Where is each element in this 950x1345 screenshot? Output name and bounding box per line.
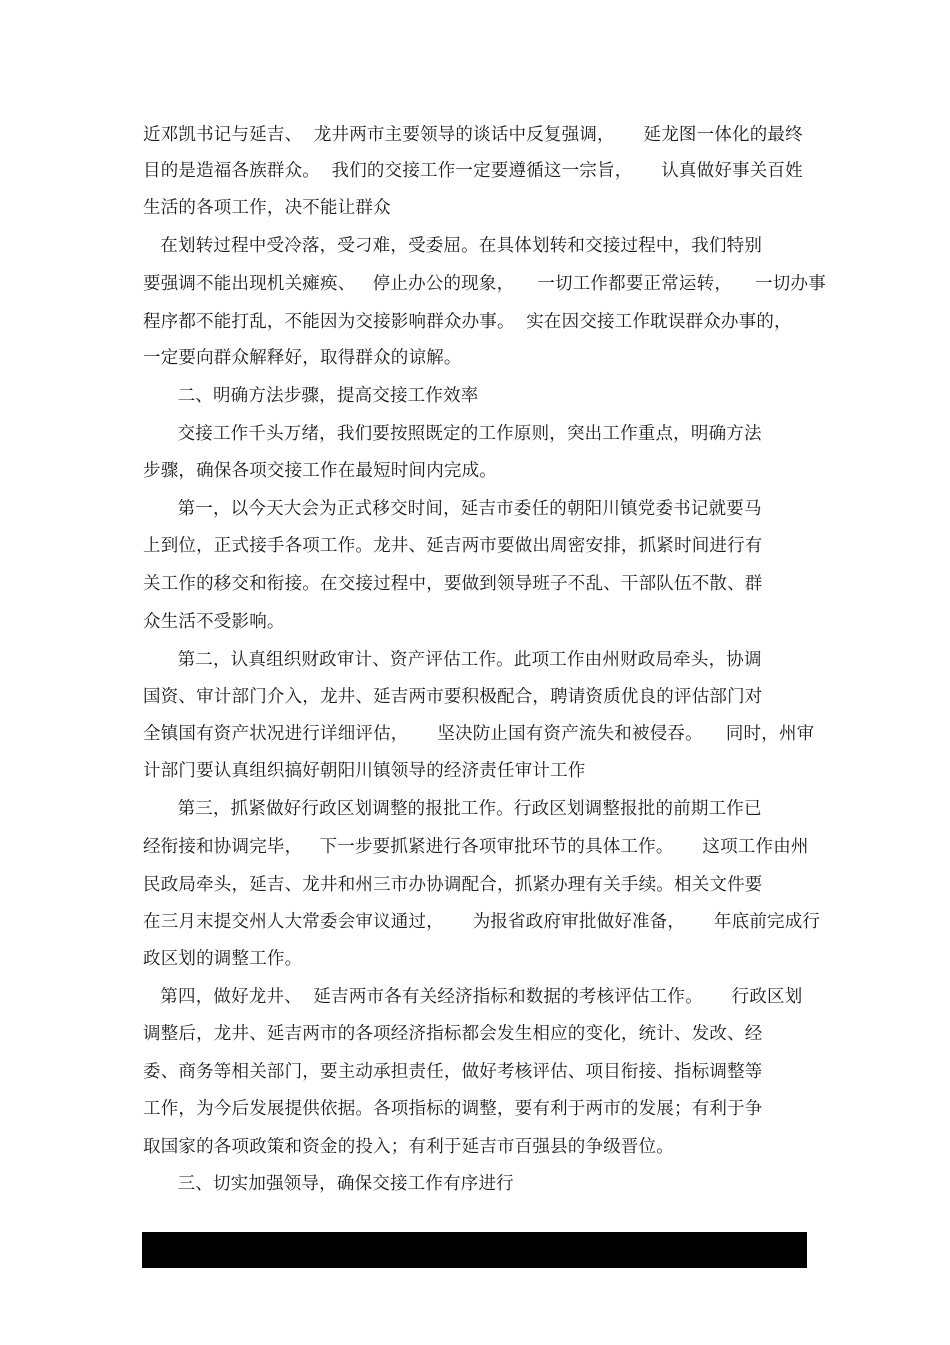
text-line: 一定要向群众解释好，取得群众的谅解。 [143,348,462,368]
text-line: 目的是造福各族群众。 我们的交接工作一定要遵循这一宗旨， 认真做好事关百姓 [143,161,803,181]
section-heading: 三、切实加强领导，确保交接工作有序进行 [143,1174,514,1194]
text-line: 第二，认真组织财政审计、资产评估工作。此项工作由州财政局牵头，协调 [143,650,762,670]
text-line: 政区划的调整工作。 [143,949,303,969]
text-line: 工作，为今后发展提供依据。各项指标的调整，要有利于两市的发展；有利于争 [143,1099,763,1119]
text-line: 关工作的移交和衔接。在交接过程中，要做到领导班子不乱、干部队伍不散、群 [143,574,763,594]
text-line: 生活的各项工作，决不能让群众 [143,198,391,218]
text-line: 取国家的各项政策和资金的投入；有利于延吉市百强县的争级晋位。 [143,1137,674,1157]
text-line: 众生活不受影响。 [143,612,285,632]
text-line: 在划转过程中受冷落，受刁难，受委屈。在具体划转和交接过程中，我们特别 [143,236,763,256]
text-line: 第一，以今天大会为正式移交时间，延吉市委任的朝阳川镇党委书记就要马 [143,499,762,519]
text-line: 计部门要认真组织搞好朝阳川镇领导的经济责任审计工作 [143,761,586,781]
redaction-bar [142,1232,807,1268]
text-line: 委、商务等相关部门，要主动承担责任，做好考核评估、项目衔接、指标调整等 [143,1062,763,1082]
text-line: 第四，做好龙井、 延吉两市各有关经济指标和数据的考核评估工作。 行政区划 [143,987,803,1007]
text-line: 在三月末提交州人大常委会审议通过， 为报省政府审批做好准备， 年底前完成行 [143,912,821,932]
text-line: 经衔接和协调完毕， 下一步要抓紧进行各项审批环节的具体工作。 这项工作由州 [143,837,809,857]
text-line: 全镇国有资产状况进行详细评估， 坚决防止国有资产流失和被侵吞。 同时，州审 [143,724,815,744]
text-line: 程序都不能打乱，不能因为交接影响群众办事。 实在因交接工作耽误群众办事的， [143,312,792,332]
text-line: 步骤，确保各项交接工作在最短时间内完成。 [143,461,497,481]
section-heading: 二、明确方法步骤，提高交接工作效率 [143,386,479,406]
text-line: 交接工作千头万绪，我们要按照既定的工作原则，突出工作重点，明确方法 [143,424,762,444]
text-line: 民政局牵头，延吉、龙井和州三市办协调配合，抓紧办理有关手续。相关文件要 [143,875,763,895]
text-line: 第三，抓紧做好行政区划调整的报批工作。行政区划调整报批的前期工作已 [143,799,762,819]
text-line: 调整后，龙井、延吉两市的各项经济指标都会发生相应的变化，统计、发改、经 [143,1024,763,1044]
text-line: 上到位，正式接手各项工作。龙井、延吉两市要做出周密安排，抓紧时间进行有 [143,536,763,556]
text-line: 国资、审计部门介入，龙井、延吉两市要积极配合，聘请资质优良的评估部门对 [143,687,763,707]
text-line: 近邓凯书记与延吉、 龙井两市主要领导的谈话中反复强调， 延龙图一体化的最终 [143,125,803,145]
text-line: 要强调不能出现机关瘫痪、 停止办公的现象， 一切工作都要正常运转， 一切办事 [143,274,826,294]
